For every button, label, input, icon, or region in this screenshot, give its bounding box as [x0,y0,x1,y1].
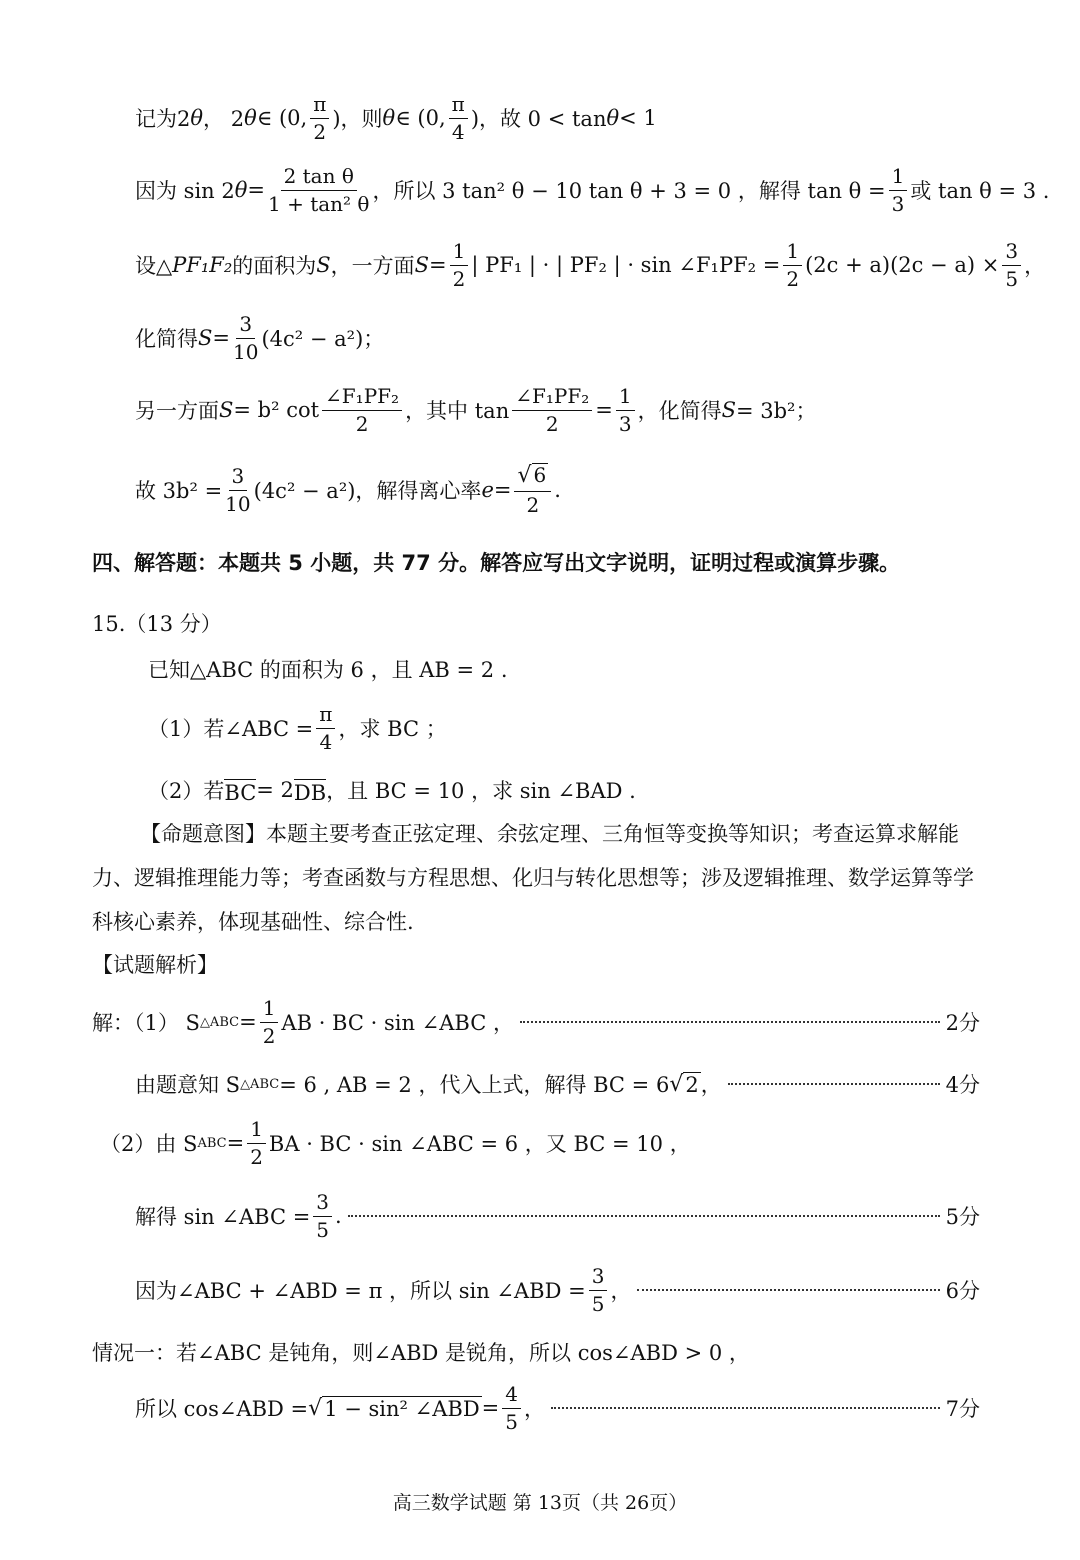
fraction [450,240,469,291]
solution-line-2 [135,150,1049,230]
text: ， 2 [203,107,245,131]
text: （1）若∠ABC = [148,717,314,741]
numerator: ∠F₁PF₂ [322,385,402,411]
denominator: 3 [891,191,905,216]
sqrt [669,1072,700,1097]
denominator: 10 [233,339,259,364]
text: 所以 cos∠ABD = [135,1397,309,1421]
text: = 6 , AB = 2 ，代入上式，解得 BC = 6 [279,1073,670,1097]
text: . [554,478,561,502]
fraction [449,93,468,144]
text: )，故 0 < tan [470,107,607,131]
denominator: 1 + tan² θ [268,191,370,216]
solution-line-6 [135,450,561,530]
solution-line-5 [135,370,816,450]
text: S [721,398,736,422]
score: 4分 [945,1073,980,1097]
numerator: 1 [260,997,279,1023]
question-given-text: 已知△ABC 的面积为 6 ，且 AB = 2 . [148,658,508,682]
denominator: 3 [618,411,632,436]
text: 情况一：若∠ABC 是钝角，则∠ABD 是锐角，所以 cos∠ABD > 0 ， [92,1341,750,1365]
text: 化简得 [135,327,198,351]
question-number [92,601,222,645]
solution-line-3 [135,225,1045,305]
text: = [247,178,265,202]
text: ， [1024,254,1046,278]
question-given [148,647,508,691]
text: 另一方面 [135,399,219,423]
radicand: 2 [685,1072,699,1097]
section-heading-text: 四、解答题：本题共 5 小题，共 77 分。解答应写出文字说明，证明过程或演算步骤。 [92,551,901,575]
numerator: 3 [229,465,248,491]
fraction [616,385,635,436]
denominator: 2 [313,119,327,144]
denominator: 2 [545,411,559,436]
intent-text: 【命题意图】本题主要考查正弦定理、余弦定理、三角恒等变换等知识；考查运算求解能力、逻辑推理能力等；考查函数与方程思想、化归与转化思想等；涉及逻辑推理、数学运算等学科核心素养，体现基础性、综合性. [92,822,974,934]
text: PF₁F₂ [172,253,233,277]
denominator: 5 [1005,266,1019,291]
text: S [414,253,430,277]
denominator: 2 [262,1023,276,1048]
denominator: 2 [452,266,466,291]
text: ，化简得 [637,399,722,423]
fraction [268,165,369,216]
text: 设△ [135,254,173,278]
score: 7分 [945,1397,980,1421]
page-footer-text: 高三数学试题 第 13页（共 26页） [392,1492,688,1514]
dotted-leader [551,1407,940,1409]
text: . [335,1204,342,1228]
dotted-leader [637,1289,939,1291]
text: S [198,326,213,350]
denominator: 2 [355,411,369,436]
fraction [247,1118,266,1169]
answer-line-4 [135,1176,980,1256]
text: e [481,478,494,502]
denominator: 4 [451,119,465,144]
numerator: π [316,703,335,729]
numerator: 1 [783,240,802,266]
text: (2c + a)(2c − a) × [805,253,1000,277]
radicand: 6 [533,463,547,488]
denominator: 5 [591,1291,605,1316]
text: θ [382,106,396,130]
text: 的面积为 [232,254,317,278]
dotted-leader [728,1083,940,1085]
text: ，且 BC = 10 ，求 sin ∠BAD . [326,779,636,803]
numerator: 3 [236,313,255,339]
analysis-label [92,942,218,986]
radicand: 1 − sin² ∠ABD [324,1396,480,1421]
numerator: 3 [313,1191,332,1217]
text: （2）由 S [100,1132,198,1156]
page-footer [0,1488,1080,1515]
numerator: 3 [589,1265,608,1291]
fraction [514,463,551,516]
fraction [1002,240,1021,291]
text: S [219,398,234,422]
numerator: 1 [247,1118,266,1144]
score: 2分 [945,1011,980,1035]
text: θ [190,106,204,130]
denominator: 2 [786,266,800,291]
text: ， [610,1279,632,1303]
text: θ [234,178,248,202]
text: 解：（1） S [92,1011,200,1035]
vector-label: BC [224,780,257,805]
text: | PF₁ | · | PF₂ | · sin ∠F₁PF₂ = [471,253,781,277]
sqrt-sign-icon: √ [669,1071,684,1097]
score: 5分 [945,1205,980,1229]
text: = 3b²； [735,399,817,423]
fraction [260,997,279,1048]
text: ， [700,1073,722,1097]
section-heading [92,540,900,584]
fraction [783,240,802,291]
fraction [233,313,258,364]
sqrt-sign-icon: √ [517,463,532,489]
text: （2）若 [148,779,225,803]
numerator: π [310,93,329,119]
subscript: △ABC [199,1014,240,1030]
text: 因为 sin 2 [135,179,235,203]
text: < 1 [619,106,657,130]
sqrt [308,1396,481,1421]
fraction [889,165,908,216]
text: = b² cot [233,398,320,422]
denominator: 10 [225,491,251,516]
text: = [481,1396,500,1420]
answer-line-7 [135,1368,980,1448]
question-number-text: 15.（13 分） [92,612,222,636]
denominator: 4 [319,729,333,754]
subscript: △ABC [240,1076,280,1092]
numerator: 2 tan θ [281,165,357,191]
vector-db [294,779,326,805]
numerator: π [449,93,468,119]
vector-bc [224,779,256,805]
text: (4c² − a²)，解得离心率 [253,479,482,503]
numerator: 1 [616,385,635,411]
text: = [226,1131,245,1155]
dotted-leader [348,1215,940,1217]
text: )，则 [332,107,383,131]
numerator: ∠F₁PF₂ [512,385,592,411]
text: = [239,1010,257,1034]
text: 解得 sin ∠ABC = [135,1205,311,1229]
solution-line-1 [135,78,657,158]
text: = [212,326,230,350]
text: 由题意知 S [135,1073,241,1097]
vector-label: DB [293,780,327,805]
numerator: 4 [502,1383,521,1409]
numerator: 1 [450,240,469,266]
numerator: 1 [889,165,908,191]
text: ∈ (0, [256,106,308,130]
fraction [512,385,592,436]
intent-paragraph [92,812,982,944]
denominator: 5 [505,1409,518,1434]
text: ，求 BC ； [338,717,447,741]
analysis-label-text: 【试题解析】 [92,953,218,977]
solution-line-4 [135,298,384,378]
text: 故 3b² = [135,479,223,503]
text: AB · BC · sin ∠ABC ， [281,1011,514,1035]
fraction [313,1191,332,1242]
denominator: 2 [250,1144,263,1169]
answer-line-3 [100,1103,691,1183]
fraction [225,465,250,516]
text: ， [524,1397,545,1421]
score: 6分 [945,1279,980,1303]
text: (4c² − a²)； [261,327,385,351]
text: S [316,253,331,277]
text: = [429,253,447,277]
text: ，一方面 [330,254,415,278]
fraction [310,93,329,144]
fraction [589,1265,608,1316]
fraction [322,385,402,436]
numerator [514,463,551,491]
text: ，其中 tan [405,399,510,423]
answer-line-5 [135,1250,980,1330]
text: BA · BC · sin ∠ABC = 6 ，又 BC = 10 ， [268,1132,691,1156]
text: 记为2 [135,107,191,131]
text: 或 tan θ = 3 . [910,179,1050,203]
subscript: ABC [197,1135,227,1151]
text: = [595,398,613,422]
text: ，所以 3 tan² θ − 10 tan θ + 3 = 0 ，解得 tan θ = [372,179,886,203]
denominator: 2 [526,492,540,517]
text: θ [244,106,257,130]
denominator: 5 [316,1217,330,1242]
fraction [316,703,335,754]
text: = 2 [256,778,294,802]
fraction [502,1383,521,1434]
numerator: 3 [1002,240,1021,266]
dotted-leader [520,1021,940,1023]
text: θ [606,106,620,130]
text: 因为∠ABC + ∠ABD = π ，所以 sin ∠ABD = [135,1279,586,1303]
text: ∈ (0, [395,106,446,130]
sqrt-sign-icon: √ [308,1395,323,1421]
text: = [493,478,512,502]
